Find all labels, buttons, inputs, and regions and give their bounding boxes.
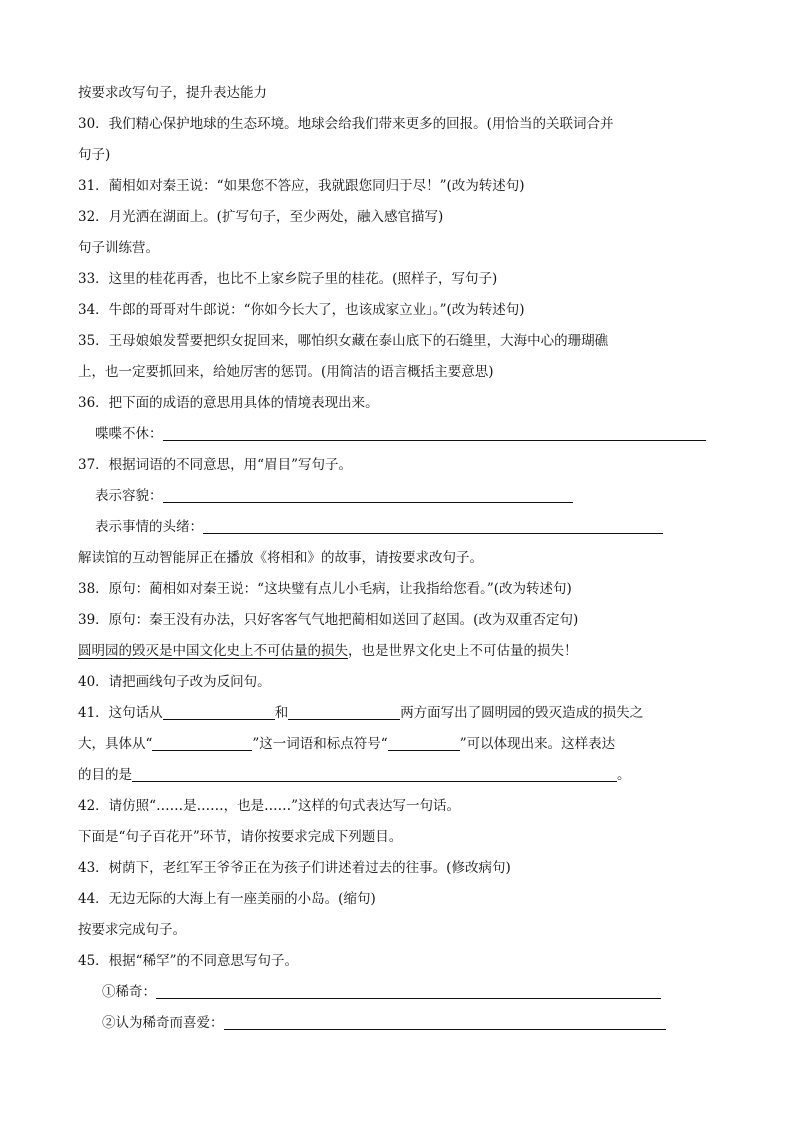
question-text: 41．这句话从 (78, 705, 163, 721)
answer-label: ②认为稀奇而喜爱： (102, 1015, 224, 1031)
answer-label: ①稀奇： (102, 984, 156, 1000)
question-text: ”这一词语和标点符号“ (252, 736, 388, 752)
question-text: 大，具体从“ (78, 736, 153, 752)
question-text: 。 (617, 767, 631, 783)
question-31: 31．蔺相如对秦王说：“如果您不答应，我就跟您同归于尽！”(改为转述句) (78, 178, 525, 194)
question-43: 43．树荫下，老红军王爷爷正在为孩子们讲述着过去的往事。(修改病句) (78, 860, 511, 876)
question-text: ”可以体现出来。这样表达 (459, 736, 616, 752)
answer-label: 表示容貌： (95, 488, 163, 504)
answer-label: 表示事情的头绪： (95, 519, 203, 535)
answer-blank[interactable] (388, 732, 460, 751)
answer-blank[interactable] (288, 701, 400, 720)
answer-blank[interactable] (132, 763, 617, 782)
answer-blank[interactable] (152, 732, 252, 751)
answer-label: 喋喋不休： (95, 426, 163, 442)
answer-blank[interactable] (163, 422, 706, 441)
passage-text: ，也是世界文化史上不可估量的损失！ (348, 643, 578, 659)
question-45: 45．根据“稀罕”的不同意思写句子。 (78, 953, 298, 969)
underlined-sentence: 圆明园的毁灭是中国文化史上不可估量的损失 (78, 643, 348, 659)
question-39: 39．原句：秦王没有办法，只好客客气气地把蔺相如送回了赵国。(改为双重否定句) (78, 612, 579, 628)
section-heading: 解读馆的互动智能屏正在播放《将相和》的故事，请按要求改句子。 (78, 550, 483, 566)
question-33: 33．这里的桂花再香，也比不上家乡院子里的桂花。(照样子，写句子) (78, 271, 498, 287)
reading-passage (78, 636, 718, 667)
question-41 (78, 698, 718, 729)
answer-blank[interactable] (156, 980, 661, 999)
question-35: 35．王母娘娘发誓要把织女捉回来，哪怕织女藏在泰山底下的石缝里，大海中心的珊瑚礁 (78, 333, 609, 349)
answer-blank[interactable] (203, 515, 663, 534)
question-30: 30．我们精心保护地球的生态环境。地球会给我们带来更多的回报。(用恰当的关联词合并 (78, 116, 614, 132)
question-44: 44．无边无际的大海上有一座美丽的小岛。(缩句) (78, 891, 376, 907)
answer-blank[interactable] (224, 1011, 666, 1030)
question-42: 42．请仿照“……是……，也是……”这样的句式表达写一句话。 (78, 798, 460, 814)
question-36: 36．把下面的成语的意思用具体的情境表现出来。 (78, 395, 379, 411)
question-35-cont: 上，也一定要抓回来，给她厉害的惩罚。(用简洁的语言概括主要意思) (78, 364, 494, 380)
section-heading: 句子训练营。 (78, 240, 159, 256)
section-heading: 下面是“句子百花开”环节，请你按要求完成下列题目。 (78, 829, 403, 845)
question-38: 38．原句：蔺相如对秦王说：“这块璧有点儿小毛病，让我指给您看。”(改为转述句) (78, 581, 572, 597)
question-41-cont (78, 760, 718, 791)
question-text: 的目的是 (78, 767, 132, 783)
answer-line-row (78, 419, 718, 450)
answer-line-row (78, 1008, 718, 1039)
answer-line-row (78, 481, 718, 512)
question-37: 37．根据词语的不同意思，用“眉目”写句子。 (78, 457, 352, 473)
question-text: 和 (274, 705, 289, 721)
worksheet-page (78, 78, 718, 1039)
answer-line-row (78, 977, 718, 1008)
question-text: 两方面写出了圆明园的毁灭造成的损失之 (400, 705, 644, 721)
section-heading: 按要求改写句子，提升表达能力 (78, 85, 267, 101)
question-32: 32．月光洒在湖面上。(扩写句子，至少两处，融入感官描写) (78, 209, 444, 225)
answer-blank[interactable] (163, 701, 275, 720)
question-34: 34．牛郎的哥哥对牛郎说：“你如今长大了，也该成家立业」。”(改为转述句) (78, 302, 525, 318)
question-41-cont (78, 729, 718, 760)
question-40: 40．请把画线句子改为反问句。 (78, 674, 271, 690)
answer-line-row (78, 512, 718, 543)
section-heading: 按要求完成句子。 (78, 922, 186, 938)
answer-blank[interactable] (163, 484, 573, 503)
question-30-cont: 句子) (78, 147, 111, 163)
